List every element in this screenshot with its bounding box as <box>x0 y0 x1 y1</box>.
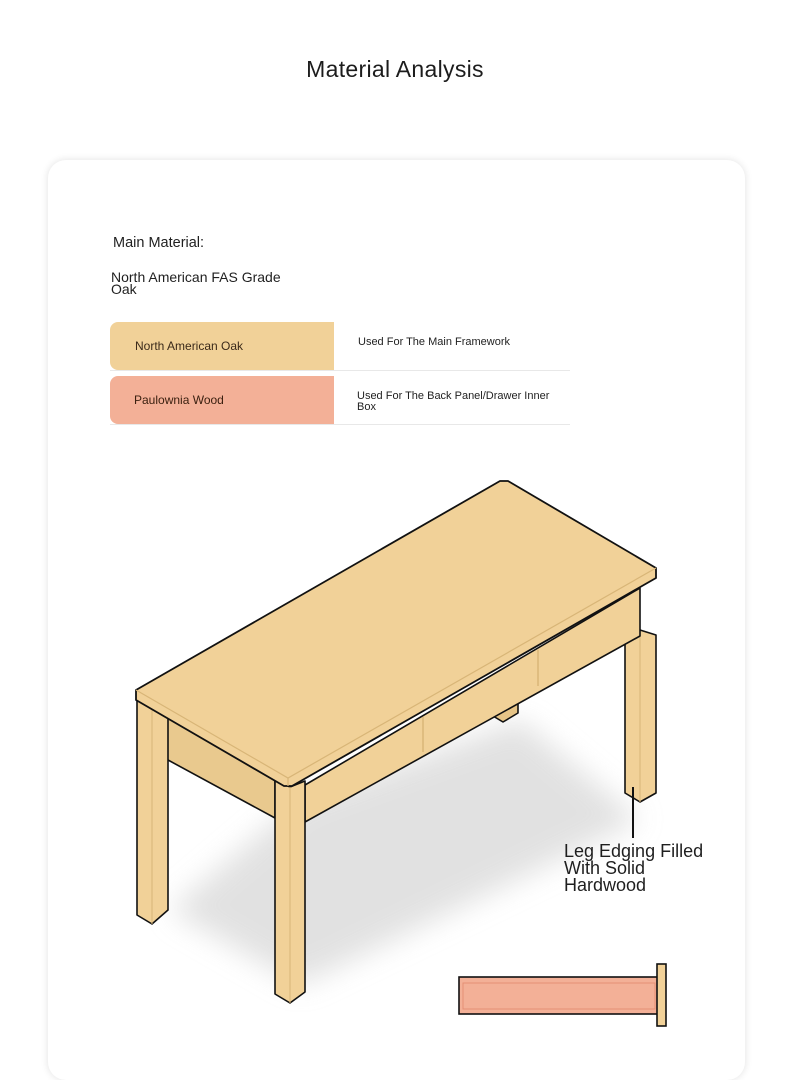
edging-solid-strip <box>657 964 666 1026</box>
material-swatch-oak: North American Oak <box>110 322 334 370</box>
leg-edging-callout: Leg Edging Filled With Solid Hardwood <box>564 841 704 895</box>
material-usage-paulownia: Used For The Back Panel/Drawer Inner Box <box>357 390 550 413</box>
page-title: Material Analysis <box>306 56 484 82</box>
main-material-label: Main Material: <box>113 235 205 251</box>
material-usage-oak: Used For The Main Framework <box>358 336 511 348</box>
material-swatch-paulownia: Paulownia Wood <box>110 376 334 424</box>
main-material-value: North American FAS Grade Oak <box>111 269 281 297</box>
